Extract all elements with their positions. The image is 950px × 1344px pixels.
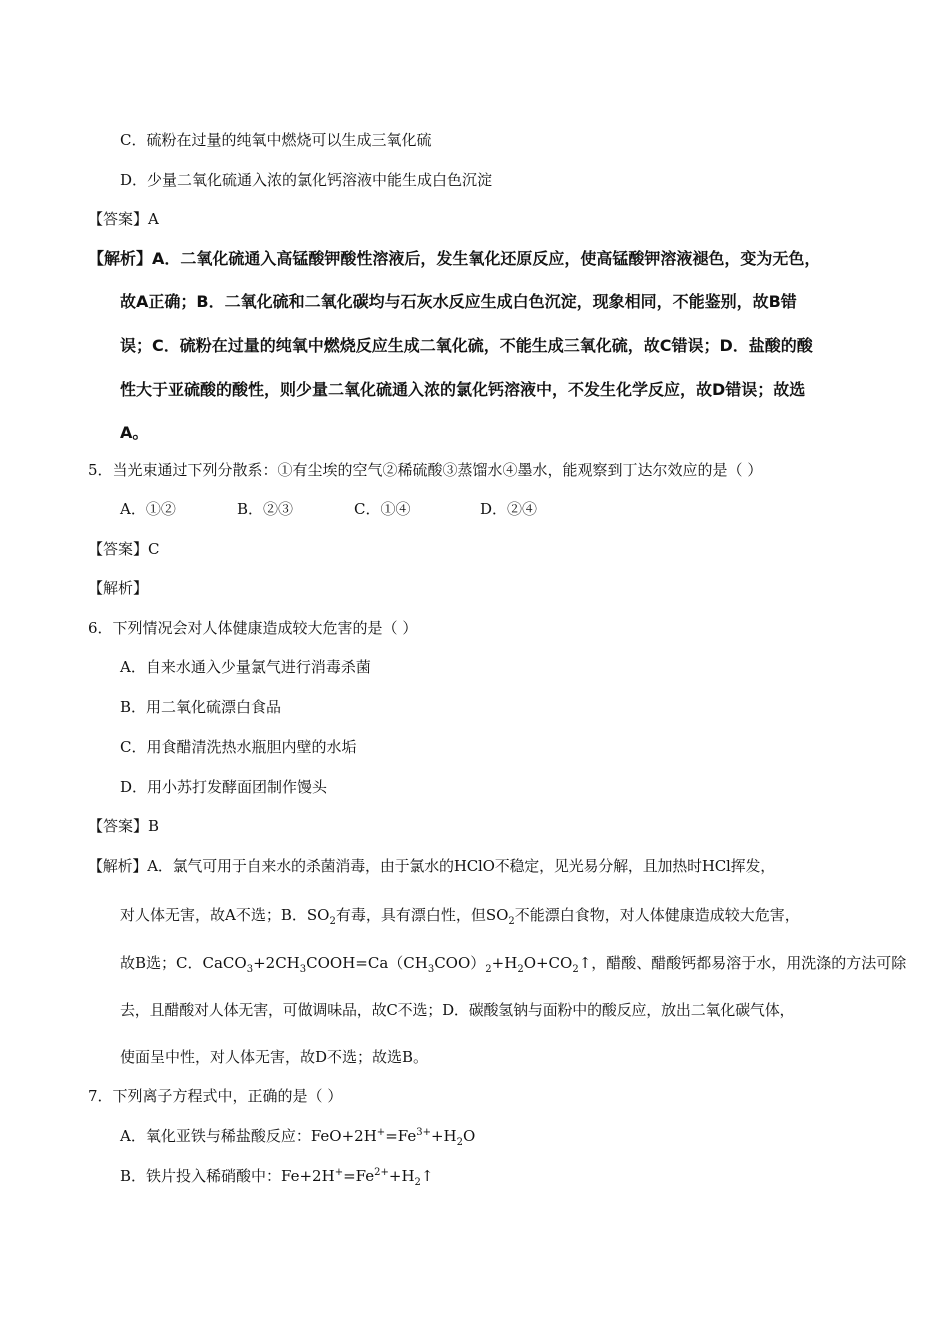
q6-option-d: D．用小苏打发酵面团制作馒头 — [120, 778, 328, 796]
q6-analysis-line2: 对人体无害，故A不选；B．$SO_2$有毒，具有漂白性，但$SO_2$不能漂白食物，对人体健康造成较大危害， — [120, 906, 800, 927]
q4-analysis-line1: 【解析】A．二氧化硫通入高锰酸钾酸性溶液后，发生氧化还原反应，使高锰酸钾溶液褪色，变为无色， — [88, 249, 821, 268]
q4-analysis-line4: 性大于亚硫酸的酸性，则少量二氧化硫通入浓的氯化钙溶液中，不发生化学反应，故D错误；故选 — [120, 380, 806, 399]
q6-analysis-line4: 去，且醋酸对人体无害，可做调味品，故C不选；D．碳酸氢钠与面粉中的酸反应，放出二氧化碳气体， — [120, 1001, 795, 1019]
q7-option-b: B．铁片投入稀硝酸中：$Fe+2H^+=Fe^{2+}+H_2↑$ — [120, 1167, 434, 1188]
q6-option-b: B．用二氧化硫漂白食品 — [120, 698, 282, 716]
q6-analysis-line1: 【解析】A．氯气可用于自来水的杀菌消毒，由于氯水的HClO不稳定，见光易分解，且加热时HCl挥发， — [88, 857, 776, 875]
q5-stem: 5．当光束通过下列分散系：①有尘埃的空气②稀硫酸③蒸馏水④墨水，能观察到丁达尔效应的是（ ） — [88, 461, 763, 479]
q4-answer: 【答案】A — [88, 210, 159, 228]
q4-option-c: C．硫粉在过量的纯氧中燃烧可以生成三氧化硫 — [120, 131, 432, 149]
q6-answer: 【答案】B — [88, 817, 160, 835]
q7-option-a: A．氧化亚铁与稀盐酸反应：$FeO+2H^+=Fe^{3+}+H_2O$ — [120, 1127, 476, 1148]
q5-analysis: 【解析】 — [88, 579, 149, 597]
q4-analysis-line3: 误；C．硫粉在过量的纯氧中燃烧反应生成二氧化硫，不能生成三氧化硫，故C错误；D．盐酸的酸 — [120, 336, 813, 355]
q6-option-c: C．用食醋清洗热水瓶胆内壁的水垢 — [120, 738, 357, 756]
q5-option-b: B．②③ — [237, 500, 294, 518]
q5-option-d: D．②④ — [480, 500, 538, 518]
q5-option-c: C．①④ — [354, 500, 411, 518]
q6-stem: 6．下列情况会对人体健康造成较大危害的是（ ） — [88, 619, 418, 637]
q4-option-d: D．少量二氧化硫通入浓的氯化钙溶液中能生成白色沉淀 — [120, 171, 493, 189]
q6-analysis-line5: 使面呈中性，对人体无害，故D不选；故选B。 — [120, 1048, 429, 1066]
q6-analysis-line3: 故B选；C．$CaCO_3+2CH_3COOH=Ca(CH_3COO)_2+H_2O+CO_2↑$，醋酸、醋酸钙都易溶于水，用洗涤的方法可除 — [120, 954, 907, 975]
q4-analysis-line5: A。 — [120, 423, 149, 442]
q7-stem: 7．下列离子方程式中，正确的是（ ） — [88, 1087, 343, 1105]
q5-option-a: A．①② — [120, 500, 176, 518]
q4-analysis-line2: 故A正确；B．二氧化硫和二氧化碳均与石灰水反应生成白色沉淀，现象相同，不能鉴别，故B错 — [120, 292, 797, 311]
q5-answer: 【答案】C — [88, 540, 160, 558]
q6-option-a: A．自来水通入少量氯气进行消毒杀菌 — [120, 658, 371, 676]
